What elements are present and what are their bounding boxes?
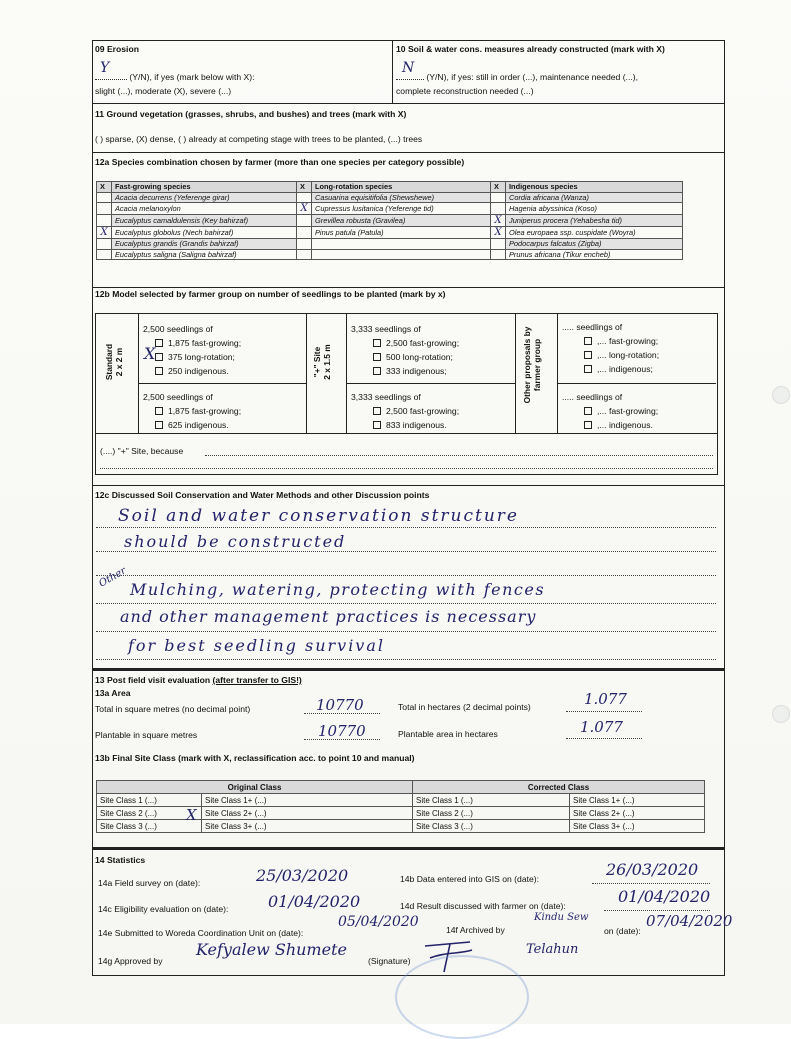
erosion-line-1: (Y/N), if yes (mark below with X): bbox=[95, 72, 255, 82]
official-stamp bbox=[395, 955, 529, 1039]
model-title: 12b Model selected by farmer group on number of seedlings to be planted (mark by x) bbox=[95, 289, 446, 299]
species-name: Cordia africana (Wanza) bbox=[506, 192, 683, 203]
gis-entry-label: 14b Data entered into GIS on (date): bbox=[400, 874, 540, 884]
std-a-mark: X bbox=[144, 344, 156, 363]
vegetation-options: ( ) sparse, (X) dense, ( ) already at competing stage with trees to be planted, (...) trees bbox=[95, 134, 423, 144]
ruled-line bbox=[96, 603, 716, 604]
eligibility-label: 14c Eligibility evaluation on (date): bbox=[98, 904, 229, 914]
species-header: X bbox=[491, 182, 506, 193]
area-title: 13a Area bbox=[95, 688, 131, 698]
ruled-line bbox=[592, 883, 710, 884]
erosion-answer: Y bbox=[100, 60, 110, 76]
discussion-line: Mulching, watering, protecting with fences bbox=[130, 580, 546, 599]
approved-by-name: Kefyalew Shumete bbox=[196, 940, 347, 959]
species-header: X bbox=[97, 182, 112, 193]
divider bbox=[92, 668, 725, 671]
standard-label: Standard 2 x 2 m bbox=[104, 343, 124, 381]
plantable-ha-value: 1.077 bbox=[580, 718, 623, 736]
divider bbox=[92, 287, 725, 288]
divider bbox=[346, 383, 515, 384]
submitted-label: 14e Submitted to Woreda Coordination Unit on (date): bbox=[98, 928, 304, 938]
species-title: 12a Species combination chosen by farmer (more than one species per category possible) bbox=[95, 157, 465, 167]
divider bbox=[92, 103, 725, 104]
species-name: Eucalyptus grandis (Grandis bahirzaf) bbox=[112, 239, 297, 250]
plantable-sqm-value: 10770 bbox=[318, 722, 366, 740]
species-mark bbox=[97, 215, 112, 227]
species-name: Acacia melanoxylon bbox=[112, 203, 297, 215]
ha-label: Total in hectares (2 decimal points) bbox=[398, 702, 531, 712]
species-mark bbox=[297, 215, 312, 227]
species-name: Podocarpus falcatus (Zigba) bbox=[506, 239, 683, 250]
species-name: Cupressus lusitanica (Yeferenge tid) bbox=[312, 203, 491, 215]
site-class-option: Site Class 1 (...) bbox=[413, 794, 570, 807]
ruled-line bbox=[96, 631, 716, 632]
other-proposals-label: Other proposals by farmer group bbox=[522, 326, 542, 404]
erosion-line-2: slight (...), moderate (X), severe (...) bbox=[95, 86, 232, 96]
discussion-line: for best seedling survival bbox=[128, 636, 385, 655]
divider bbox=[92, 485, 725, 486]
species-name: Casuarina equisitifolia (Shewshewe) bbox=[312, 192, 491, 203]
ruled-line bbox=[100, 468, 713, 469]
ruled-line bbox=[566, 738, 642, 739]
plus-option-a: 3,333 seedlings of 2,500 fast-growing; 500 long-rotation; 333 indigenous; bbox=[351, 324, 460, 376]
site-class-option: Site Class 3 (...) bbox=[97, 820, 202, 833]
species-name: Hagenia abyssinica (Koso) bbox=[506, 203, 683, 215]
species-mark: X bbox=[97, 227, 112, 239]
statistics-title: 14 Statistics bbox=[95, 855, 146, 865]
species-mark bbox=[297, 249, 312, 260]
swc-line-1: (Y/N), if yes: still in order (...), maintenance needed (...), bbox=[396, 72, 638, 82]
erosion-title: 09 Erosion bbox=[95, 44, 139, 54]
discussion-line: and other management practices is necessary bbox=[120, 607, 537, 626]
species-mark bbox=[491, 203, 506, 215]
species-mark bbox=[297, 239, 312, 250]
approved-label: 14g Approved by bbox=[98, 956, 163, 966]
divider bbox=[515, 313, 516, 433]
species-mark bbox=[491, 192, 506, 203]
site-class-option: Site Class 1+ (...) bbox=[570, 794, 705, 807]
submitted-date: 05/04/2020 bbox=[338, 914, 419, 930]
ruled-line bbox=[604, 910, 710, 911]
sqm-value: 10770 bbox=[316, 696, 364, 714]
plus-site-label: "+" Site 2 x 1.5 m bbox=[312, 344, 332, 380]
divider bbox=[138, 313, 139, 433]
ruled-line bbox=[96, 527, 716, 528]
other-option-b: ..... seedlings of ,... fast-growing; ,... indigenous. bbox=[562, 392, 659, 430]
species-name: Acacia decurrens (Yeferenge girar) bbox=[112, 192, 297, 203]
species-name bbox=[312, 249, 491, 260]
species-mark bbox=[491, 239, 506, 250]
other-option-a: ..... seedlings of ,... fast-growing; ,... long-rotation; ,... indigenous; bbox=[562, 322, 660, 374]
species-mark bbox=[97, 249, 112, 260]
archived-date: 07/04/2020 bbox=[646, 912, 733, 930]
species-name: Juniperus procera (Yehabesha tid) bbox=[506, 215, 683, 227]
species-mark bbox=[97, 203, 112, 215]
divider bbox=[392, 40, 393, 103]
divider bbox=[557, 313, 558, 433]
post-visit-title: 13 Post field visit evaluation (after transfer to GIS!) bbox=[95, 675, 302, 685]
site-class-option: Site Class 2+ (...) bbox=[202, 807, 413, 820]
site-class-title: 13b Final Site Class (mark with X, reclassification acc. to point 10 and manual) bbox=[95, 753, 415, 763]
plantable-sqm-label: Plantable in square metres bbox=[95, 730, 198, 740]
original-class-header: Original Class bbox=[97, 781, 413, 794]
archived-date-label: on (date): bbox=[604, 926, 641, 936]
site-class-option: Site Class 1 (...) bbox=[97, 794, 202, 807]
species-mark: X bbox=[491, 227, 506, 239]
site-class-mark: X bbox=[186, 806, 197, 824]
field-survey-label: 14a Field survey on (date): bbox=[98, 878, 201, 888]
species-name: Pinus patula (Patula) bbox=[312, 227, 491, 239]
divider bbox=[306, 313, 307, 433]
vegetation-title: 11 Ground vegetation (grasses, shrubs, and bushes) and trees (mark with X) bbox=[95, 109, 407, 119]
swc-line-2: complete reconstruction needed (...) bbox=[396, 86, 534, 96]
plantable-ha-label: Plantable area in hectares bbox=[398, 729, 498, 739]
punch-hole bbox=[772, 386, 790, 404]
field-survey-date: 25/03/2020 bbox=[256, 866, 349, 885]
eligibility-date: 01/04/2020 bbox=[268, 892, 361, 911]
ruled-line bbox=[96, 551, 716, 552]
corrected-class-header: Corrected Class bbox=[413, 781, 705, 794]
swc-answer: N bbox=[402, 60, 415, 76]
species-mark bbox=[491, 249, 506, 260]
species-name: Olea europaea ssp. cuspidate (Woyra) bbox=[506, 227, 683, 239]
site-class-option: Site Class 3 (...) bbox=[413, 820, 570, 833]
divider bbox=[557, 383, 716, 384]
discussion-title: 12c Discussed Soil Conservation and Water Methods and other Discussion points bbox=[95, 490, 430, 500]
species-mark: X bbox=[297, 203, 312, 215]
sqm-label: Total in square metres (no decimal point) bbox=[95, 704, 251, 714]
signer-name: Telahun bbox=[526, 942, 579, 957]
discussion-line: Soil and water conservation structure bbox=[118, 506, 519, 526]
species-mark: X bbox=[491, 215, 506, 227]
species-name bbox=[312, 239, 491, 250]
species-mark bbox=[97, 192, 112, 203]
species-name: Eucalyptus camaldulensis (Key bahirzaf) bbox=[112, 215, 297, 227]
punch-hole bbox=[772, 705, 790, 723]
archived-label: 14f Archived by bbox=[446, 925, 505, 935]
species-mark bbox=[97, 239, 112, 250]
species-header: Long-rotation species bbox=[312, 182, 491, 193]
ruled-line bbox=[96, 659, 716, 660]
gis-entry-date: 26/03/2020 bbox=[606, 860, 699, 879]
divider bbox=[138, 383, 306, 384]
species-mark bbox=[297, 227, 312, 239]
species-name: Eucalyptus globolus (Nech bahirzaf) bbox=[112, 227, 297, 239]
discussion-margin-note: Other bbox=[97, 565, 129, 590]
result-discussed-label: 14d Result discussed with farmer on (date): bbox=[400, 901, 566, 911]
plus-option-b: 3,333 seedlings of 2,500 fast-growing; 833 indigenous. bbox=[351, 392, 460, 430]
species-header: Indigenous species bbox=[506, 182, 683, 193]
result-discussed-date: 01/04/2020 bbox=[618, 887, 711, 906]
ha-value: 1.077 bbox=[584, 690, 627, 708]
species-header: Fast-growing species bbox=[112, 182, 297, 193]
archived-by-name: Kindu Sew bbox=[534, 912, 589, 923]
site-class-option: Site Class 2 (...) bbox=[97, 807, 202, 820]
divider bbox=[92, 847, 725, 850]
site-class-option: Site Class 3+ (...) bbox=[202, 820, 413, 833]
species-name: Eucalyptus saligna (Saligna bahirzaf) bbox=[112, 249, 297, 260]
site-class-option: Site Class 1+ (...) bbox=[202, 794, 413, 807]
species-name: Grevillea robusta (Gravilea) bbox=[312, 215, 491, 227]
species-header: X bbox=[297, 182, 312, 193]
ruled-line bbox=[96, 575, 716, 576]
discussion-line: should be constructed bbox=[124, 532, 347, 551]
ruled-line bbox=[566, 711, 642, 712]
site-class-option: Site Class 3+ (...) bbox=[570, 820, 705, 833]
species-table bbox=[96, 181, 683, 260]
site-class-option: Site Class 2+ (...) bbox=[570, 807, 705, 820]
std-option-b: 2,500 seedlings of 1,875 fast-growing; 625 indigenous. bbox=[143, 392, 242, 430]
species-name: Prunus africana (Tikur encheb) bbox=[506, 249, 683, 260]
divider bbox=[346, 313, 347, 433]
signature-label: (Signature) bbox=[368, 956, 411, 966]
swc-title: 10 Soil & water cons. measures already constructed (mark with X) bbox=[396, 44, 665, 54]
ruled-line bbox=[205, 455, 713, 456]
site-because-label: (....) "+" Site, because bbox=[100, 446, 184, 456]
site-class-option: Site Class 2 (...) bbox=[413, 807, 570, 820]
std-option-a: 2,500 seedlings of 1,875 fast-growing; 375 long-rotation; 250 indigenous. bbox=[143, 324, 242, 376]
species-mark bbox=[297, 192, 312, 203]
divider bbox=[92, 152, 725, 153]
